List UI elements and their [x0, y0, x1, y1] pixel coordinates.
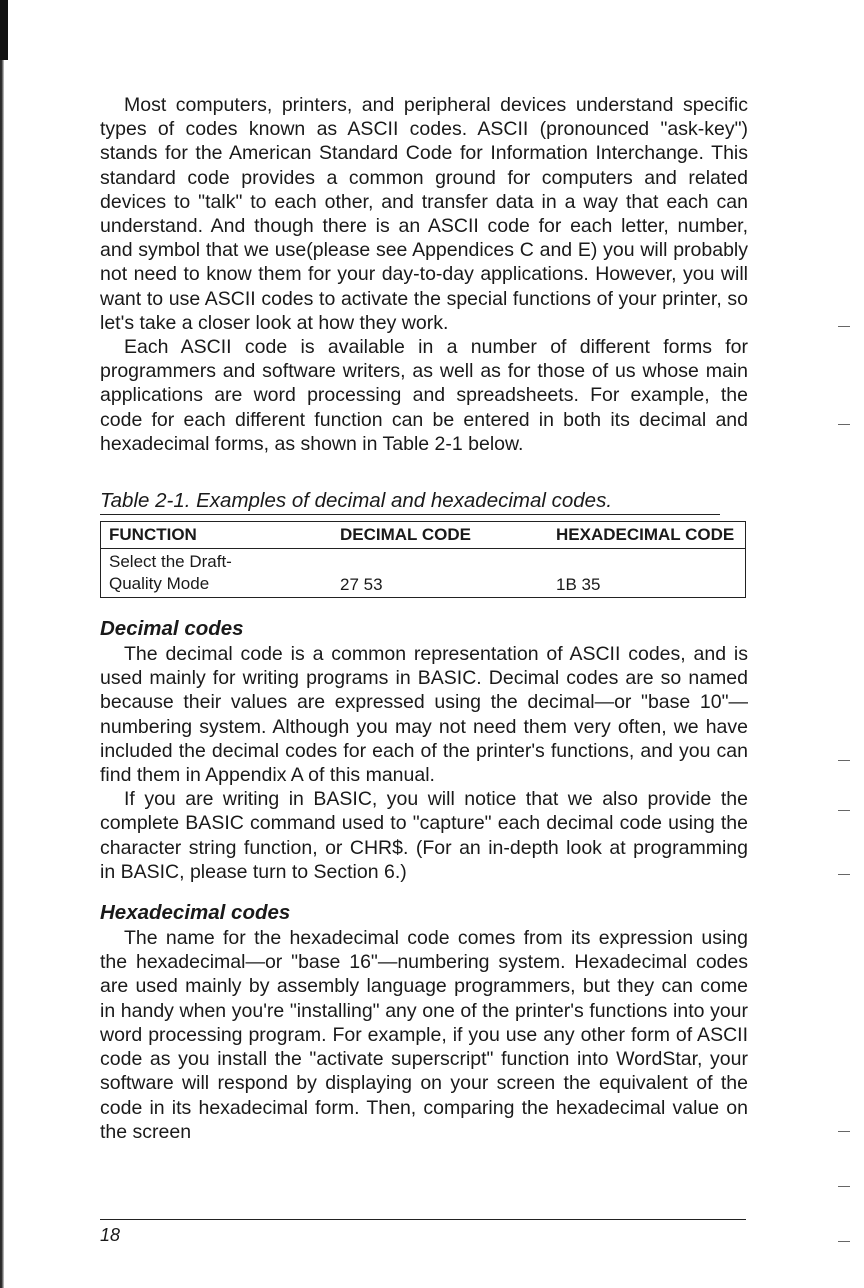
hexadecimal-paragraph-1: The name for the hexadecimal code comes from its expression using the hexadecimal—or "base 16"—numbering system. Hexadecimal codes are used mainly by assembly language programmers, but they can come in handy when you're "installing" any one of the printer's functions into your word processing program. For example, if you use any other form of ASCII code as you install the "activate superscript" function into WordStar, your software will respond by displaying on your screen the equivalent of the code in its hexadecimal form. Then, comparing the hexadecimal value on the screen	[100, 927, 748, 1143]
intro-paragraph-2: Each ASCII code is available in a number of different forms for programmers and software writers, as well as for those of us whose main applications are word processing and spreadsheets. For example, the code for each different function can be entered in both its decimal and hexadecimal forms, as shown in Table 2-1 below.	[100, 336, 748, 455]
intro-paragraph-1: Most computers, printers, and peripheral devices understand specific types of codes known as ASCII codes. ASCII (pronounced "ask-key") stands for the American Standard Code for Information Interchange. This standard code provides a common ground for computers and related devices to "talk" to each other, and transfer data in a way that each can understand. And though there is an ASCII code for each letter, number, and symbol that we use(please see Appendices C and E) you will probably not need to know them for your day-to-day applications. However, you will want to use ASCII codes to activate the special functions of your printer, so let's take a closer look at how they work.	[100, 94, 748, 334]
margin-mark	[838, 810, 850, 811]
table-header-decimal: DECIMAL CODE	[332, 522, 548, 549]
codes-table	[100, 521, 746, 598]
margin-mark	[838, 1186, 850, 1187]
table-cell-decimal: 27 53	[340, 575, 383, 595]
decimal-paragraph-2: If you are writing in BASIC, you will notice that we also provide the complete BASIC command used to "capture" each decimal code using the character string function, or CHR$. (For an in-depth look at programming in BASIC, please turn to Section 6.)	[100, 788, 748, 883]
table-header-row	[101, 522, 746, 549]
margin-mark	[838, 874, 850, 875]
page-number: 18	[100, 1225, 121, 1245]
decimal-paragraph-1: The decimal code is a common representation of ASCII codes, and is used mainly for writing programs in BASIC. Decimal codes are so named because their values are expressed using the decimal—or "base 10"—numbering system. Although you may not need them very often, we have included the decimal codes for each of the printer's functions, and you can find them in Appendix A of this manual.	[100, 643, 748, 787]
table-cell-function	[101, 549, 333, 598]
function-line-1: Select the Draft-	[109, 552, 232, 572]
margin-mark	[838, 1241, 850, 1242]
page-body	[100, 93, 748, 1144]
margin-mark	[838, 424, 850, 425]
section-title-decimal: Decimal codes	[100, 617, 244, 641]
scan-edge	[0, 0, 4, 1288]
table-header-function: FUNCTION	[101, 522, 333, 549]
table-cell-hexadecimal: 1B 35	[556, 575, 601, 595]
function-line-2: Quality Mode	[109, 574, 210, 594]
margin-mark	[838, 760, 850, 761]
table-caption: Table 2-1. Examples of decimal and hexadecimal codes.	[100, 489, 720, 515]
table-row	[101, 549, 746, 598]
table-header-hexadecimal: HEXADECIMAL CODE	[548, 522, 746, 549]
section-title-hexadecimal: Hexadecimal codes	[100, 901, 291, 925]
scan-edge-top	[0, 0, 8, 60]
margin-mark	[838, 326, 850, 327]
page-footer	[100, 1219, 746, 1246]
margin-mark	[838, 1131, 850, 1132]
